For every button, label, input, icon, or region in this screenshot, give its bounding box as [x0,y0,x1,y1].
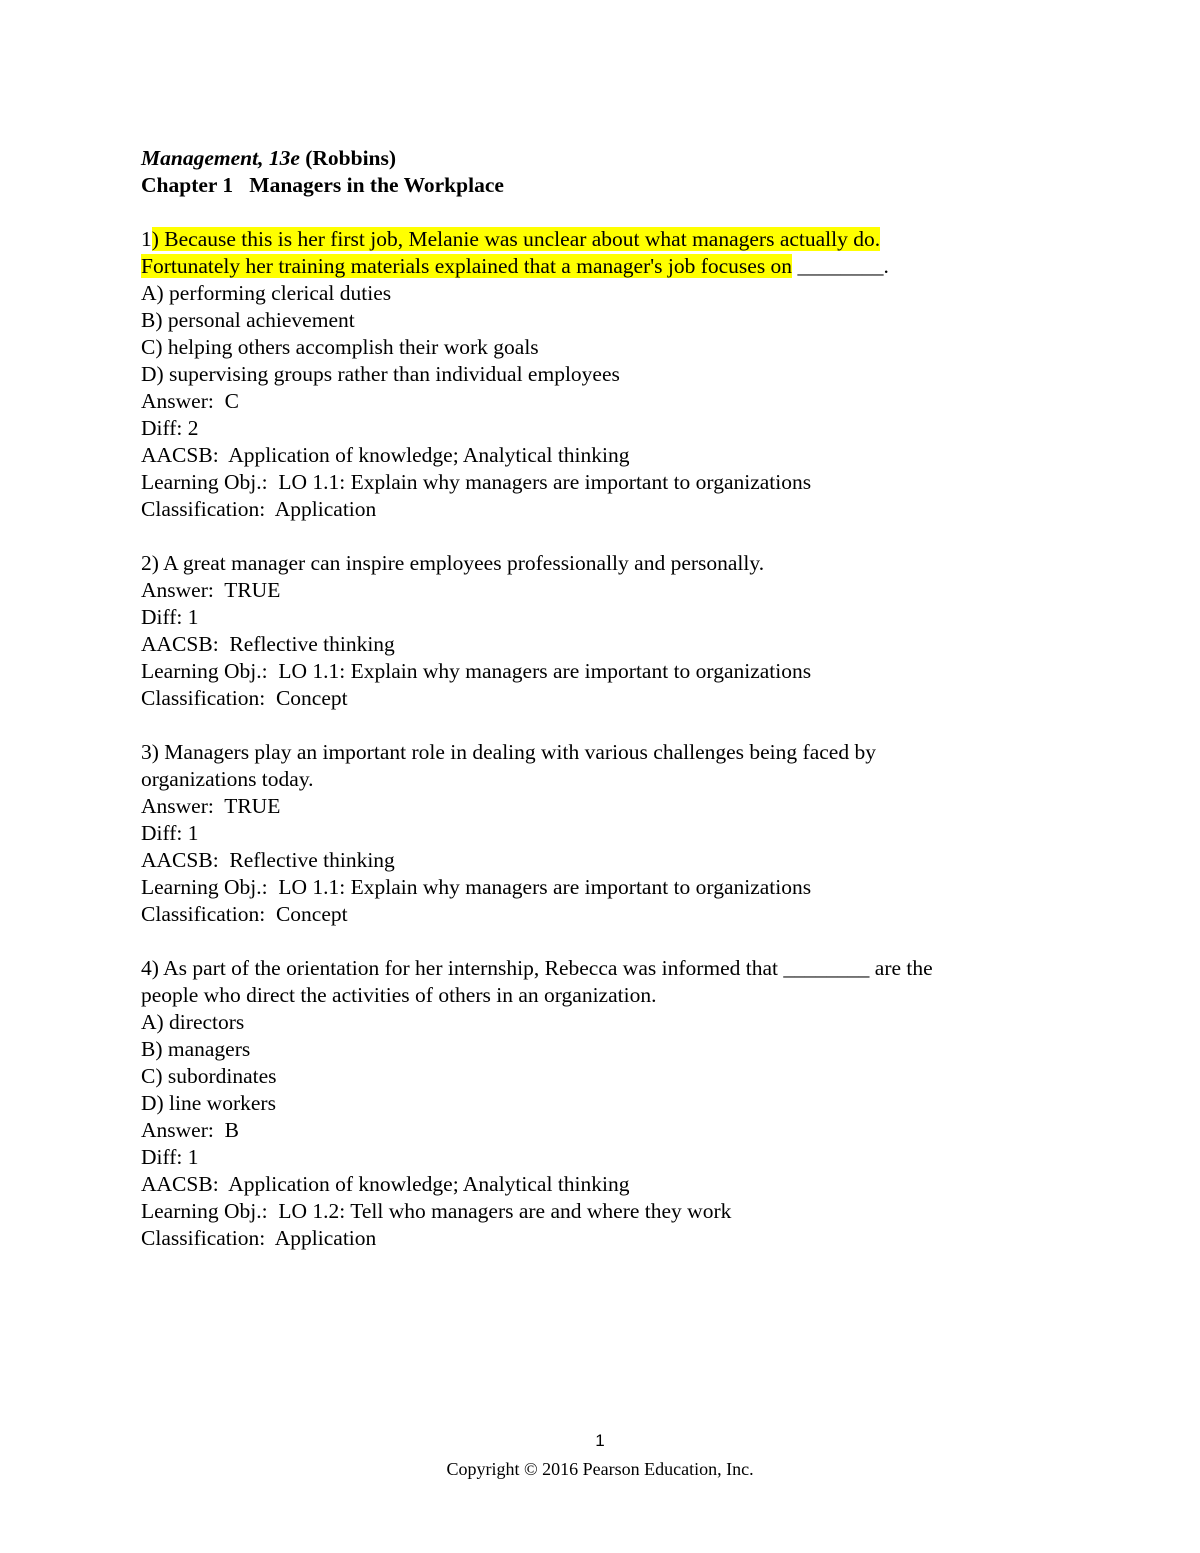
question-3 [141,739,1041,928]
learning-objective: Learning Obj.: LO 1.1: Explain why managers are important to organizations [141,875,812,899]
question-1 [141,226,1041,523]
question-3-stem-line-2: organizations today. [141,767,314,791]
classification: Classification: Concept [141,686,348,710]
difficulty: Diff: 2 [141,416,199,440]
book-title-line [141,145,1041,172]
spacer [141,523,1041,550]
aacsb: AACSB: Application of knowledge; Analytical thinking [141,443,630,467]
spacer [141,928,1041,955]
question-1-number: 1 [141,227,152,251]
document-page [141,145,1041,1252]
question-4-stem-line-1: 4) As part of the orientation for her internship, Rebecca was informed that ________ are the [141,956,933,980]
option-b: B) managers [141,1037,251,1061]
question-1-highlighted-text: ) Because this is her first job, Melanie was unclear about what managers actually do. [151,227,881,251]
option-c: C) subordinates [141,1064,277,1088]
spacer [141,712,1041,739]
book-title: Management, 13e [141,146,300,170]
difficulty: Diff: 1 [141,821,199,845]
answer: Answer: TRUE [141,794,281,818]
classification: Classification: Application [141,1226,377,1250]
option-a: A) directors [141,1010,245,1034]
learning-objective: Learning Obj.: LO 1.2: Tell who managers are and where they work [141,1199,732,1223]
question-4 [141,955,1041,1252]
question-1-blank: ________. [792,254,889,278]
spacer [141,199,1041,226]
learning-objective: Learning Obj.: LO 1.1: Explain why managers are important to organizations [141,659,812,683]
aacsb: AACSB: Application of knowledge; Analytical thinking [141,1172,630,1196]
difficulty: Diff: 1 [141,1145,199,1169]
option-b: B) personal achievement [141,308,355,332]
option-a: A) performing clerical duties [141,281,392,305]
classification: Classification: Application [141,497,377,521]
question-3-stem-line-1: 3) Managers play an important role in dealing with various challenges being faced by [141,740,876,764]
question-2 [141,550,1041,712]
copyright-notice: Copyright © 2016 Pearson Education, Inc. [446,1459,754,1479]
learning-objective: Learning Obj.: LO 1.1: Explain why managers are important to organizations [141,470,812,494]
answer: Answer: B [141,1118,239,1142]
book-author: (Robbins) [299,146,397,170]
classification: Classification: Concept [141,902,348,926]
chapter-title: Chapter 1 Managers in the Workplace [141,173,504,197]
option-c: C) helping others accomplish their work goals [141,335,539,359]
aacsb: AACSB: Reflective thinking [141,632,395,656]
question-4-stem-line-2: people who direct the activities of others in an organization. [141,983,657,1007]
question-1-highlighted-text-2: Fortunately her training materials explained that a manager's job focuses on [141,254,793,278]
option-d: D) supervising groups rather than individual employees [141,362,620,386]
answer: Answer: TRUE [141,578,281,602]
option-d: D) line workers [141,1091,276,1115]
question-1-stem-line-2 [141,253,1041,280]
difficulty: Diff: 1 [141,605,199,629]
question-2-stem: 2) A great manager can inspire employees professionally and personally. [141,551,765,575]
answer: Answer: C [141,389,239,413]
question-1-stem-line-1 [141,226,1041,253]
page-number: 1 [595,1431,605,1450]
aacsb: AACSB: Reflective thinking [141,848,395,872]
